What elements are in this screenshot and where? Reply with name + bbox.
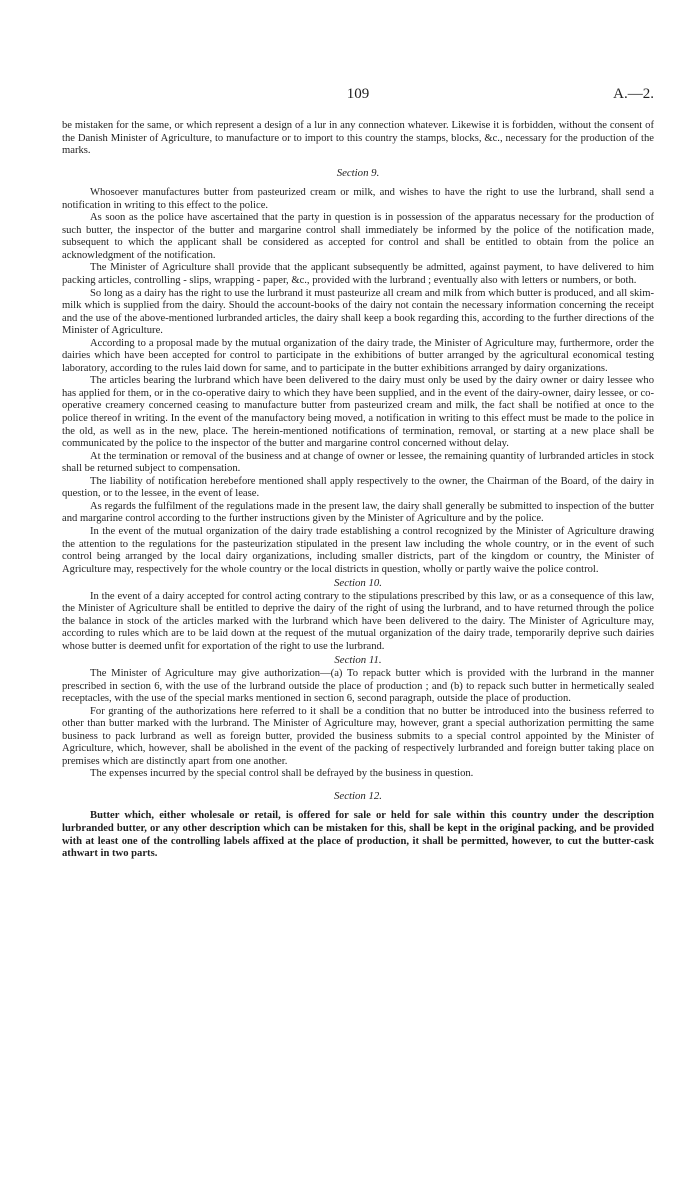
document-reference: A.—2.	[613, 86, 654, 102]
paragraph: For granting of the authorizations here referred to it shall be a condition that no butter be introduced into the business referred to other than butter marked with the lurbrand. The Minister of Agriculture may, however, grant a special authorization permitting the same business to pack lurbrand as well as foreign butter, provided the business submits to a special control appointed by the Minister of Agriculture, which, however, shall be abolished in the event of the packing of respectively lurbranded and foreign butter taking place on premises which are distinctly apart from one another.	[62, 705, 654, 767]
paragraph: According to a proposal made by the mutual organization of the dairy trade, the Minister of Agriculture may, furthermore, order the dairies which have been accepted for control to participate in the exhibitions of butter arranged by the agricultural economical testing laboratory, according to the rules laid down for same, and to participate in the butter exhibitions arranged by dairy organizations.	[62, 337, 654, 374]
document-body	[62, 120, 654, 861]
section-heading: Section 11.	[334, 654, 382, 667]
paragraph: The articles bearing the lurbrand which have been delivered to the dairy must only be used by the dairy owner or dairy lessee who has applied for them, or in the co-operative dairy to which they have been supplied, and in the event of the dairy-owner, dairy lessee, or co-operative creamery concerned ceasing to manufacture butter from pasteurized cream and milk, the fact shall be notified at once to the police thereof in writing. In the event of the manufactory being moved, a notification in writing to this effect must be made to the police in the old, as well as in the new, place. The herein-mentioned notifications of termination, removal, or starting at a new place shall be communicated by the police to the inspector of the butter and margarine control concerned without delay.	[62, 375, 654, 450]
section-heading: Section 9.	[336, 166, 380, 179]
section-heading: Section 10.	[334, 577, 382, 590]
paragraph: So long as a dairy has the right to use the lurbrand it must pasteurize all cream and milk from which butter is produced, and all skim-milk which is supplied from the dairy. Should the account-books of the dairy not contain the necessary information concerning the receipt and the use of the above-mentioned lurbranded articles, the dairy shall keep a book regarding this, according to the further directions of the Minister of Agriculture.	[62, 287, 654, 337]
paragraph: As regards the fulfilment of the regulations made in the present law, the dairy shall generally be submitted to inspection of the butter and margarine control according to the further instructions given by the Minister of Agriculture and by the police.	[62, 500, 654, 525]
paragraph: The Minister of Agriculture shall provide that the applicant subsequently be admitted, against payment, to have delivered to him packing articles, controlling - slips, wrapping - paper, &c., provided with the lurbrand ; eventually also with letters or numbers, or both.	[62, 262, 654, 287]
paragraph: The Minister of Agriculture may give authorization—(a) To repack butter which is provided with the lurbrand in the manner prescribed in section 6, with the use of the lurbrand outside the place of production ; and (b) to repack such butter in hermetically sealed receptacles, with the use of the special marks mentioned in section 6, second paragraph, outside the place of production.	[62, 667, 654, 705]
paragraph: The expenses incurred by the special control shall be defrayed by the business in question.	[90, 768, 474, 780]
paragraph: In the event of a dairy accepted for control acting contrary to the stipulations prescribed by this law, or as a consequence of this law, the Minister of Agriculture shall be entitled to deprive the dairy of the right of using the lurbrand, and to have returned through the police the balance in stock of the articles marked with the lurbrand which have been delivered to the dairy. The Minister of Agriculture may, according to rules which are to be laid down at the request of the mutual organization of the dairy trade, temporarily deprive such dairies whose butter is deemed unfit for exportation of the right to use the lurbrand.	[62, 590, 654, 652]
paragraph: Butter which, either wholesale or retail, is offered for sale or held for sale within this country under the description lurbranded butter, or any other description which can be mistaken for this, shall be kept in the original packing, and be provided with at least one of the controlling labels affixed at the place of production, it shall be permitted, however, to cut the butter-cask athwart in two parts.	[62, 810, 654, 860]
paragraph: Whosoever manufactures butter from pasteurized cream or milk, and wishes to have the right to use the lurbrand, shall send a notification in writing to this effect to the police.	[62, 187, 654, 211]
section-heading: Section 12.	[334, 789, 382, 802]
page-number: 109	[346, 86, 370, 102]
page-header	[62, 86, 654, 106]
paragraph: At the termination or removal of the business and at change of owner or lessee, the remaining quantity of lurbranded articles in stock shall be returned subject to compensation.	[62, 450, 654, 475]
paragraph: In the event of the mutual organization of the dairy trade establishing a control recognized by the Minister of Agriculture drawing the attention to the regulations for the pasteurization stipulated in the present law including the whole country, or in the event of such control being arranged by the local dairy organizations, including smaller districts, part of the kingdom or country, the Minister of Agriculture may, respectively for the whole country or the local districts in question, wholly or partly waive the police control.	[62, 525, 654, 575]
paragraph: The liability of notification herebefore mentioned shall apply respectively to the owner, the Chairman of the Board, of the dairy in question, or to the lessee, in the event of lease.	[62, 475, 654, 500]
paragraph: be mistaken for the same, or which represent a design of a lur in any connection whatever. Likewise it is forbidden, without the consent of the Danish Minister of Agriculture, to manufacture or to import to this country the stamps, blocks, &c., necessary for the production of the marks.	[62, 120, 654, 157]
paragraph: As soon as the police have ascertained that the party in question is in possession of the apparatus necessary for the production of such butter, the inspector of the butter and margarine control shall immediately be informed by the police of the notification made, subsequent to which the applicant shall be considered as accepted for control and shall be entitled to obtain from the police an acknowledgment of the notification.	[62, 212, 654, 261]
